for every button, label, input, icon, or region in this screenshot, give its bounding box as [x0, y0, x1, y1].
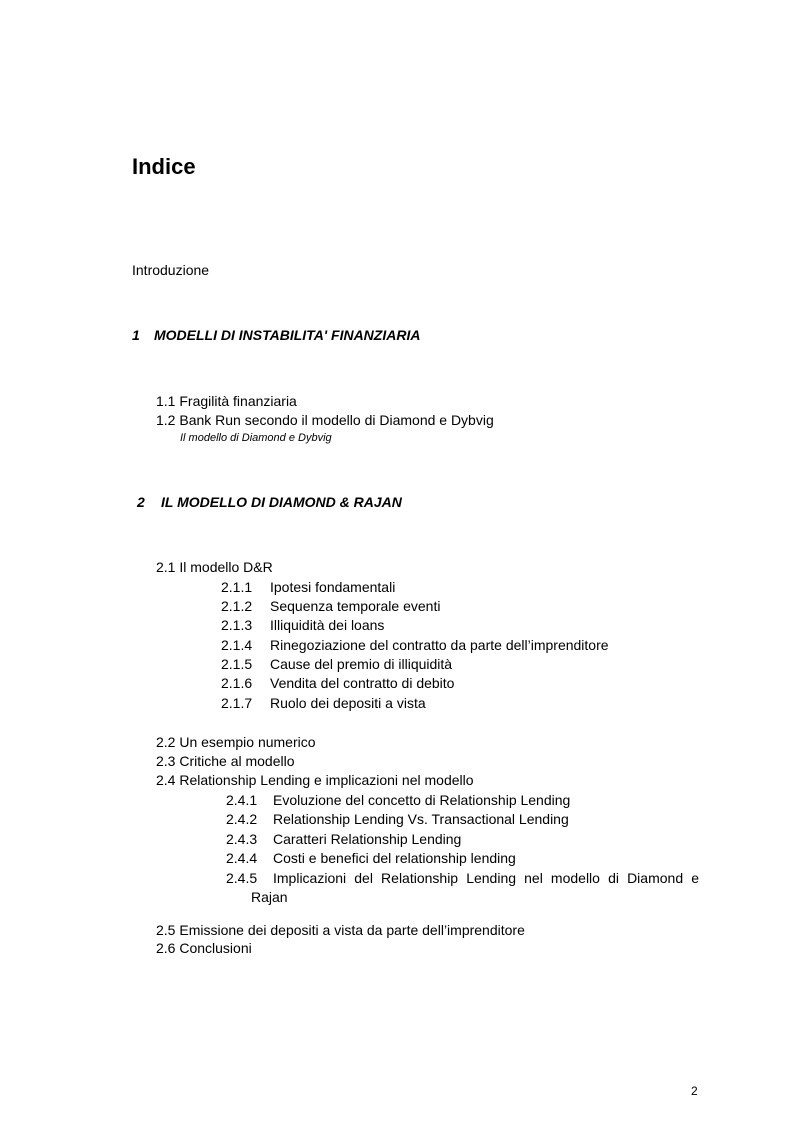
toc-chapter-1[interactable] — [132, 327, 420, 343]
toc-note-1-2: Il modello di Diamond e Dybvig — [180, 432, 332, 444]
toc-subitem-2-4-3[interactable] — [226, 831, 461, 847]
subitem-number: 2.1.1 — [221, 579, 253, 595]
chapter-title: IL MODELLO DI DIAMOND & RAJAN — [161, 494, 402, 510]
subitem-number: 2.4.5 — [226, 870, 258, 886]
toc-item-2-3[interactable]: 2.3 Critiche al modello — [156, 753, 295, 769]
toc-subitem-2-1-7[interactable] — [221, 695, 426, 711]
subitem-text: Ipotesi fondamentali — [270, 579, 396, 595]
subitem-text: Vendita del contratto di debito — [270, 675, 455, 691]
toc-item-1-1[interactable]: 1.1 Fragilità finanziaria — [156, 393, 297, 409]
subitem-number: 2.4.4 — [226, 850, 258, 866]
toc-introduzione[interactable]: Introduzione — [132, 262, 210, 278]
subitem-text-line2: Rajan — [251, 889, 288, 905]
subitem-number: 2.1.5 — [221, 656, 253, 672]
toc-item-2-2[interactable]: 2.2 Un esempio numerico — [156, 734, 316, 750]
toc-subitem-2-1-4[interactable] — [221, 637, 609, 653]
toc-item-2-1[interactable]: 2.1 Il modello D&R — [156, 559, 273, 575]
subitem-number: 2.1.7 — [221, 695, 253, 711]
toc-chapter-2[interactable] — [137, 494, 402, 510]
toc-subitem-2-4-4[interactable] — [226, 850, 516, 866]
page-number: 2 — [691, 1084, 698, 1098]
toc-subitem-2-1-6[interactable] — [221, 675, 454, 691]
subitem-text: Illiquidità dei loans — [270, 617, 385, 633]
subitem-number: 2.1.3 — [221, 617, 253, 633]
toc-subitem-2-4-5[interactable] — [226, 870, 699, 886]
subitem-text: Costi e benefici del relationship lending — [273, 850, 516, 866]
toc-subitem-2-4-1[interactable] — [226, 792, 570, 808]
subitem-text: Rinegoziazione del contratto da parte dell’imprenditore — [270, 637, 609, 653]
subitem-number: 2.4.1 — [226, 792, 258, 808]
subitem-text: Ruolo dei depositi a vista — [270, 695, 426, 711]
subitem-text: Cause del premio di illiquidità — [270, 656, 453, 672]
toc-item-1-2[interactable]: 1.2 Bank Run secondo il modello di Diamond e Dybvig — [156, 412, 494, 428]
subitem-number: 2.1.6 — [221, 675, 253, 691]
subitem-number: 2.1.4 — [221, 637, 253, 653]
toc-subitem-2-1-5[interactable] — [221, 656, 452, 672]
toc-item-2-6[interactable]: 2.6 Conclusioni — [156, 940, 252, 956]
subitem-text: Sequenza temporale eventi — [270, 598, 441, 614]
subitem-text: Evoluzione del concetto di Relationship Lending — [273, 792, 571, 808]
toc-subitem-2-4-2[interactable] — [226, 811, 569, 827]
chapter-number: 1 — [132, 327, 140, 343]
subitem-text: Caratteri Relationship Lending — [273, 831, 462, 847]
toc-subitem-2-1-2[interactable] — [221, 598, 440, 614]
subitem-number: 2.4.3 — [226, 831, 258, 847]
toc-subitem-2-1-1[interactable] — [221, 579, 395, 595]
page-title: Indice — [132, 154, 196, 179]
chapter-number: 2 — [137, 494, 145, 510]
subitem-text-line1: Implicazioni del Relationship Lending nel modello di Diamond e — [273, 870, 699, 886]
toc-item-2-4[interactable]: 2.4 Relationship Lending e implicazioni nel modello — [156, 772, 474, 788]
subitem-number: 2.1.2 — [221, 598, 253, 614]
toc-item-2-5[interactable]: 2.5 Emissione dei depositi a vista da parte dell’imprenditore — [156, 922, 525, 938]
chapter-title: MODELLI DI INSTABILITA' FINANZIARIA — [154, 327, 421, 343]
toc-subitem-2-1-3[interactable] — [221, 617, 384, 633]
subitem-number: 2.4.2 — [226, 811, 258, 827]
subitem-text: Relationship Lending Vs. Transactional Lending — [273, 811, 569, 827]
